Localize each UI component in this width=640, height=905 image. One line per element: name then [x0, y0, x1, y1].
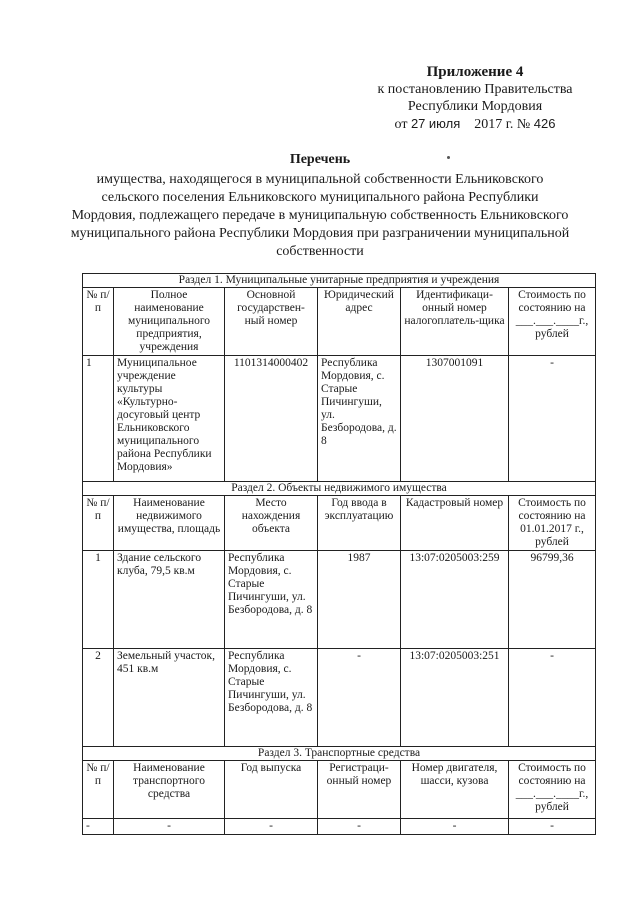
s1-header-cell: Полное наименование муниципального предприятия, учреждения [114, 288, 225, 356]
section-1-title: Раздел 1. Муниципальные унитарные предприятия и учреждения [83, 274, 596, 288]
section-2-header-row [83, 496, 596, 551]
s3-header-cell: № п/п [83, 761, 114, 819]
s2-cell-cadastral: 13:07:0205003:259 [401, 551, 509, 649]
date-year: 2017 г. № [474, 117, 531, 132]
s2-header-cell: Кадастровый номер [401, 496, 509, 551]
s1-header-cell: Юридический адрес [318, 288, 401, 356]
s2-header-cell: Стоимость по состоянию на 01.01.2017 г., рублей [509, 496, 596, 551]
s1-table-row [83, 356, 596, 482]
s3-cell-engine: - [401, 819, 509, 835]
s3-cell-cost: - [509, 819, 596, 835]
s1-cell-ogrn: 1101314000402 [225, 356, 318, 482]
s2-cell-year: - [318, 649, 401, 747]
section-2-title-row [83, 482, 596, 496]
s3-table-row [83, 819, 596, 835]
s1-cell-name: Муниципальное учреждение культуры «Культурно-досуговый центр Ельниковского муниципального района Республики Мордовия» [114, 356, 225, 482]
section-3-title-row [83, 747, 596, 761]
decree-number: 426 [533, 116, 556, 131]
appendix-title: Приложение 4 [426, 64, 524, 80]
s1-header-cell: Основной государствен-ный номер [225, 288, 318, 356]
s3-cell-number: - [83, 819, 114, 835]
appendix-date-line [350, 115, 600, 133]
date-prefix: от [394, 117, 408, 132]
section-3-title: Раздел 3. Транспортные средства [83, 747, 596, 761]
s2-cell-location: Республика Мордовия, с. Старые Пичингуши, ул. Безбородова, д. 8 [225, 649, 318, 747]
s3-cell-name: - [114, 819, 225, 835]
section-3-header-row [83, 761, 596, 819]
appendix-block [350, 64, 600, 133]
appendix-line-2: Республики Мордовия [407, 99, 543, 114]
date-month: июля [428, 116, 461, 131]
s2-cell-cadastral: 13:07:0205003:251 [401, 649, 509, 747]
s1-header-cell: Стоимость по состоянию на ___.___.____г., рублей [509, 288, 596, 356]
s3-header-cell: Номер двигателя, шасси, кузова [401, 761, 509, 819]
s1-header-cell: № п/п [83, 288, 114, 356]
s3-header-cell: Год выпуска [225, 761, 318, 819]
appendix-line-1: к постановлению Правительства [377, 82, 573, 97]
s2-cell-name: Здание сельского клуба, 79,5 кв.м [114, 551, 225, 649]
s2-header-cell: Наименование недвижимого имущества, площадь [114, 496, 225, 551]
s2-cell-year: 1987 [318, 551, 401, 649]
s1-cell-address: Республика Мордовия, с. Старые Пичингуши, ул. Безбородова, д. 8 [318, 356, 401, 482]
date-day: 27 [410, 116, 426, 131]
s3-header-cell: Регистраци-онный номер [318, 761, 401, 819]
s2-cell-number: 2 [83, 649, 114, 747]
s3-cell-year: - [225, 819, 318, 835]
s2-table-row [83, 551, 596, 649]
s1-cell-inn: 1307001091 [401, 356, 509, 482]
s2-cell-number: 1 [83, 551, 114, 649]
s1-cell-number: 1 [83, 356, 114, 482]
s2-cell-name: Земельный участок, 451 кв.м [114, 649, 225, 747]
s3-header-cell: Наименование транспортного средства [114, 761, 225, 819]
heading-title: Перечень [289, 152, 351, 167]
s2-cell-cost: - [509, 649, 596, 747]
s3-cell-regnum: - [318, 819, 401, 835]
s2-header-cell: № п/п [83, 496, 114, 551]
property-table [82, 273, 596, 835]
section-1-title-row [83, 274, 596, 288]
document-heading [70, 151, 570, 261]
s1-cell-cost: - [509, 356, 596, 482]
s2-header-cell: Место нахождения объекта [225, 496, 318, 551]
s2-cell-location: Республика Мордовия, с. Старые Пичингуши, ул. Безбородова, д. 8 [225, 551, 318, 649]
section-2-title: Раздел 2. Объекты недвижимого имущества [83, 482, 596, 496]
s1-header-cell: Идентификаци-онный номер налогоплатель-щика [401, 288, 509, 356]
heading-text: имущества, находящегося в муниципальной собственности Ельниковского сельского поселения Ельниковского муниципального района Республики Мордовия, подлежащего передаче в муниципальную собственность Ельниковского муниципального района Республики Мордовия при разграничении муниципальной собственности [70, 172, 570, 259]
s3-header-cell: Стоимость по состоянию на ___.___.____г., рублей [509, 761, 596, 819]
s2-table-row [83, 649, 596, 747]
s2-header-cell: Год ввода в эксплуатацию [318, 496, 401, 551]
s2-cell-cost: 96799,36 [509, 551, 596, 649]
section-1-header-row [83, 288, 596, 356]
